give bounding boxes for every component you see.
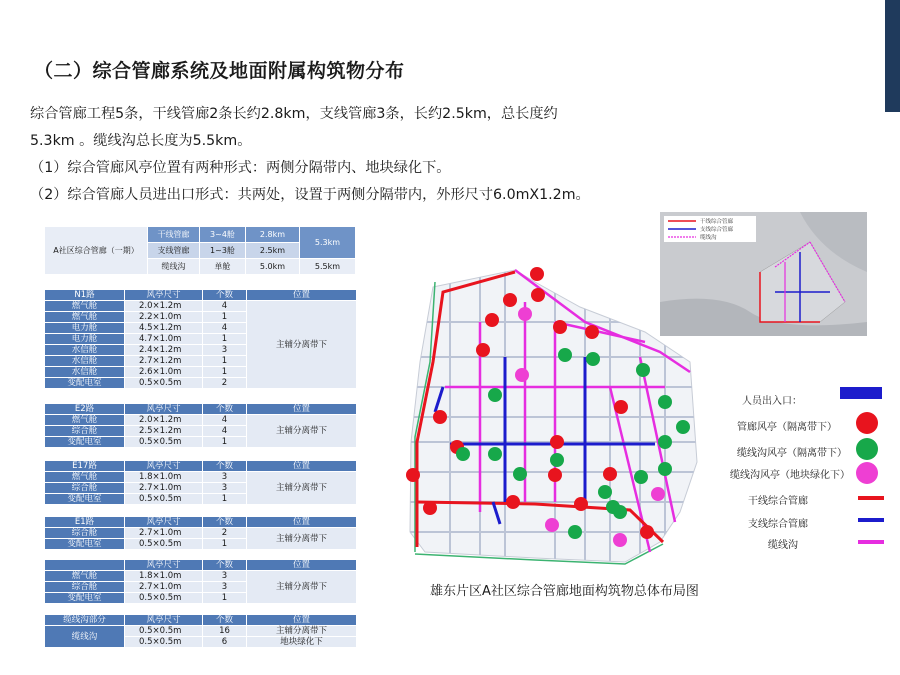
table-cell: 2 <box>203 378 247 389</box>
entrance-legend-swatch <box>840 387 882 399</box>
table-cell: 4 <box>203 415 247 426</box>
table-cell: 电力舱 <box>45 334 125 345</box>
table-header: 位置 <box>247 560 357 571</box>
table-cell: 4.7×1.0m <box>125 334 203 345</box>
table-cell: 3 <box>203 472 247 483</box>
table-cell: 0.5×0.5m <box>125 539 203 550</box>
table-cell: 变配电室 <box>45 593 125 604</box>
paragraph-3: （1）综合管廊风亭位置有两种形式：两侧分隔带内、地块绿化下。 <box>30 160 451 176</box>
table-cell: 4 <box>203 301 247 312</box>
cable-line-swatch <box>858 540 884 544</box>
table-cell: 2.7×1.2m <box>125 356 203 367</box>
table-location: 地块绿化下 <box>247 637 357 648</box>
table-header: E17路 <box>45 461 125 472</box>
table-location: 主辅分离带下 <box>247 571 357 604</box>
table-cell: 水信舱 <box>45 345 125 356</box>
summary-project: A社区综合管廊（一期） <box>45 227 148 275</box>
table-cell: 2.0×1.2m <box>125 415 203 426</box>
summary-length: 5.0km <box>246 259 300 275</box>
table-header: 位置 <box>247 404 357 415</box>
paragraph-2: 5.3km 。缆线沟总长度为5.5km。 <box>30 133 252 149</box>
legend-label: 缆线沟风亭（地块绿化下） <box>730 470 850 481</box>
table-n1 <box>44 289 357 389</box>
table-cell: 燃气舱 <box>45 571 125 582</box>
table-cell: 燃气舱 <box>45 301 125 312</box>
table-header: 风亭尺寸 <box>125 560 203 571</box>
table-cell: 0.5×0.5m <box>125 437 203 448</box>
table-header: 位置 <box>247 290 357 301</box>
table-cell: 2.0×1.2m <box>125 301 203 312</box>
table-e2 <box>44 403 357 448</box>
table-header: 风亭尺寸 <box>125 290 203 301</box>
legend-label: 干线综合管廊 <box>748 496 808 507</box>
accent-bar <box>885 0 900 112</box>
table-header: 缆线沟部分 <box>45 615 125 626</box>
legend-label: 支线综合管廊 <box>748 519 808 530</box>
trunk-line-swatch <box>858 496 884 500</box>
table-cell: 4.5×1.2m <box>125 323 203 334</box>
table-header: 个数 <box>203 461 247 472</box>
table-header: E2路 <box>45 404 125 415</box>
summary-length: 2.8km <box>246 227 300 243</box>
table-cell: 3 <box>203 483 247 494</box>
summary-table <box>44 226 356 275</box>
table-cell: 变配电室 <box>45 494 125 505</box>
table-cell: 0.5×0.5m <box>125 637 203 648</box>
table-e17 <box>44 460 357 505</box>
table-cell: 电力舱 <box>45 323 125 334</box>
table-header: E1路 <box>45 517 125 528</box>
table-cell: 变配电室 <box>45 378 125 389</box>
inset-legend-trunk: 干线综合管廊 <box>700 219 734 225</box>
green-dot-icon <box>856 438 878 460</box>
table-cell: 6 <box>203 637 247 648</box>
summary-cabin: 单舱 <box>200 259 246 275</box>
table-cell: 3 <box>203 571 247 582</box>
table-header <box>45 560 125 571</box>
table-header: 个数 <box>203 404 247 415</box>
table-cell: 2.2×1.0m <box>125 312 203 323</box>
table-header: 个数 <box>203 290 247 301</box>
table-cell: 缆线沟 <box>45 626 125 648</box>
table-cell: 综合舱 <box>45 426 125 437</box>
table-cell: 0.5×0.5m <box>125 626 203 637</box>
table-e1 <box>44 516 357 550</box>
summary-total: 5.3km <box>300 227 356 259</box>
legend-label: 管廊风亭（隔离带下） <box>737 422 837 433</box>
table-cell: 1 <box>203 539 247 550</box>
summary-cabin: 1~3舱 <box>200 243 246 259</box>
table-location: 主辅分离带下 <box>247 528 357 550</box>
inset-map <box>660 212 867 336</box>
table-cell: 0.5×0.5m <box>125 593 203 604</box>
table-cell: 1 <box>203 593 247 604</box>
map-caption: 雄东片区A社区综合管廊地面构筑物总体布局图 <box>430 584 699 599</box>
branch-line-swatch <box>858 518 884 522</box>
table-cell: 燃气舱 <box>45 472 125 483</box>
summary-type: 干线管廊 <box>148 227 200 243</box>
table-road-5 <box>44 559 357 604</box>
table-cell: 1.8×1.0m <box>125 472 203 483</box>
table-header: 个数 <box>203 560 247 571</box>
table-cell: 2.5×1.2m <box>125 426 203 437</box>
red-dot-icon <box>856 412 878 434</box>
table-header: 风亭尺寸 <box>125 517 203 528</box>
paragraph-1: 综合管廊工程5条，干线管廊2条长约2.8km，支线管廊3条，长约2.5km，总长度约 <box>30 106 558 122</box>
table-cell: 1 <box>203 437 247 448</box>
table-location: 主辅分离带下 <box>247 301 357 389</box>
table-cell: 2.4×1.2m <box>125 345 203 356</box>
summary-type: 支线管廊 <box>148 243 200 259</box>
table-cell: 综合舱 <box>45 582 125 593</box>
table-cell: 变配电室 <box>45 539 125 550</box>
table-header: 风亭尺寸 <box>125 404 203 415</box>
summary-cabin: 3~4舱 <box>200 227 246 243</box>
table-cell: 4 <box>203 426 247 437</box>
table-cell: 2.7×1.0m <box>125 483 203 494</box>
paragraph-4: （2）综合管廊人员进出口形式：共两处，设置于两侧分隔带内，外形尺寸6.0mX1.2m。 <box>30 187 590 203</box>
table-header: 风亭尺寸 <box>125 461 203 472</box>
summary-type: 缆线沟 <box>148 259 200 275</box>
inset-legend-branch: 支线综合管廊 <box>700 227 734 233</box>
table-location: 主辅分离带下 <box>247 415 357 448</box>
table-cell: 1.8×1.0m <box>125 571 203 582</box>
table-cell: 2 <box>203 528 247 539</box>
table-header: 位置 <box>247 461 357 472</box>
page-title: （二）综合管廊系统及地面附属构筑物分布 <box>34 60 405 82</box>
summary-total2: 5.5km <box>300 259 356 275</box>
table-cell: 2.7×1.0m <box>125 528 203 539</box>
table-location: 主辅分离带下 <box>247 472 357 505</box>
table-cell: 2.6×1.0m <box>125 367 203 378</box>
table-cell: 综合舱 <box>45 528 125 539</box>
legend-label: 缆线沟风亭（隔离带下） <box>737 448 847 459</box>
table-cell: 1 <box>203 494 247 505</box>
table-cell: 1 <box>203 312 247 323</box>
inset-legend-cable: 缆线沟 <box>700 235 717 241</box>
table-cell: 燃气舱 <box>45 312 125 323</box>
table-cell: 2.7×1.0m <box>125 582 203 593</box>
table-cell: 1 <box>203 334 247 345</box>
table-cable-trench <box>44 614 357 648</box>
legend-label: 缆线沟 <box>768 540 798 551</box>
table-cell: 16 <box>203 626 247 637</box>
table-cell: 水信舱 <box>45 356 125 367</box>
table-cell: 综合舱 <box>45 483 125 494</box>
table-header: 风亭尺寸 <box>125 615 203 626</box>
table-cell: 变配电室 <box>45 437 125 448</box>
table-cell: 3 <box>203 345 247 356</box>
table-cell: 水信舱 <box>45 367 125 378</box>
table-header: 个数 <box>203 615 247 626</box>
table-header: 位置 <box>247 615 357 626</box>
summary-length: 2.5km <box>246 243 300 259</box>
table-cell: 1 <box>203 367 247 378</box>
table-cell: 1 <box>203 356 247 367</box>
pink-dot-icon <box>856 462 878 484</box>
table-location: 主辅分离带下 <box>247 626 357 637</box>
table-cell: 燃气舱 <box>45 415 125 426</box>
table-cell: 0.5×0.5m <box>125 378 203 389</box>
table-header: 个数 <box>203 517 247 528</box>
table-cell: 3 <box>203 582 247 593</box>
table-header: N1路 <box>45 290 125 301</box>
table-header: 位置 <box>247 517 357 528</box>
table-cell: 0.5×0.5m <box>125 494 203 505</box>
table-cell: 4 <box>203 323 247 334</box>
legend-title: 人员出入口： <box>742 396 802 407</box>
